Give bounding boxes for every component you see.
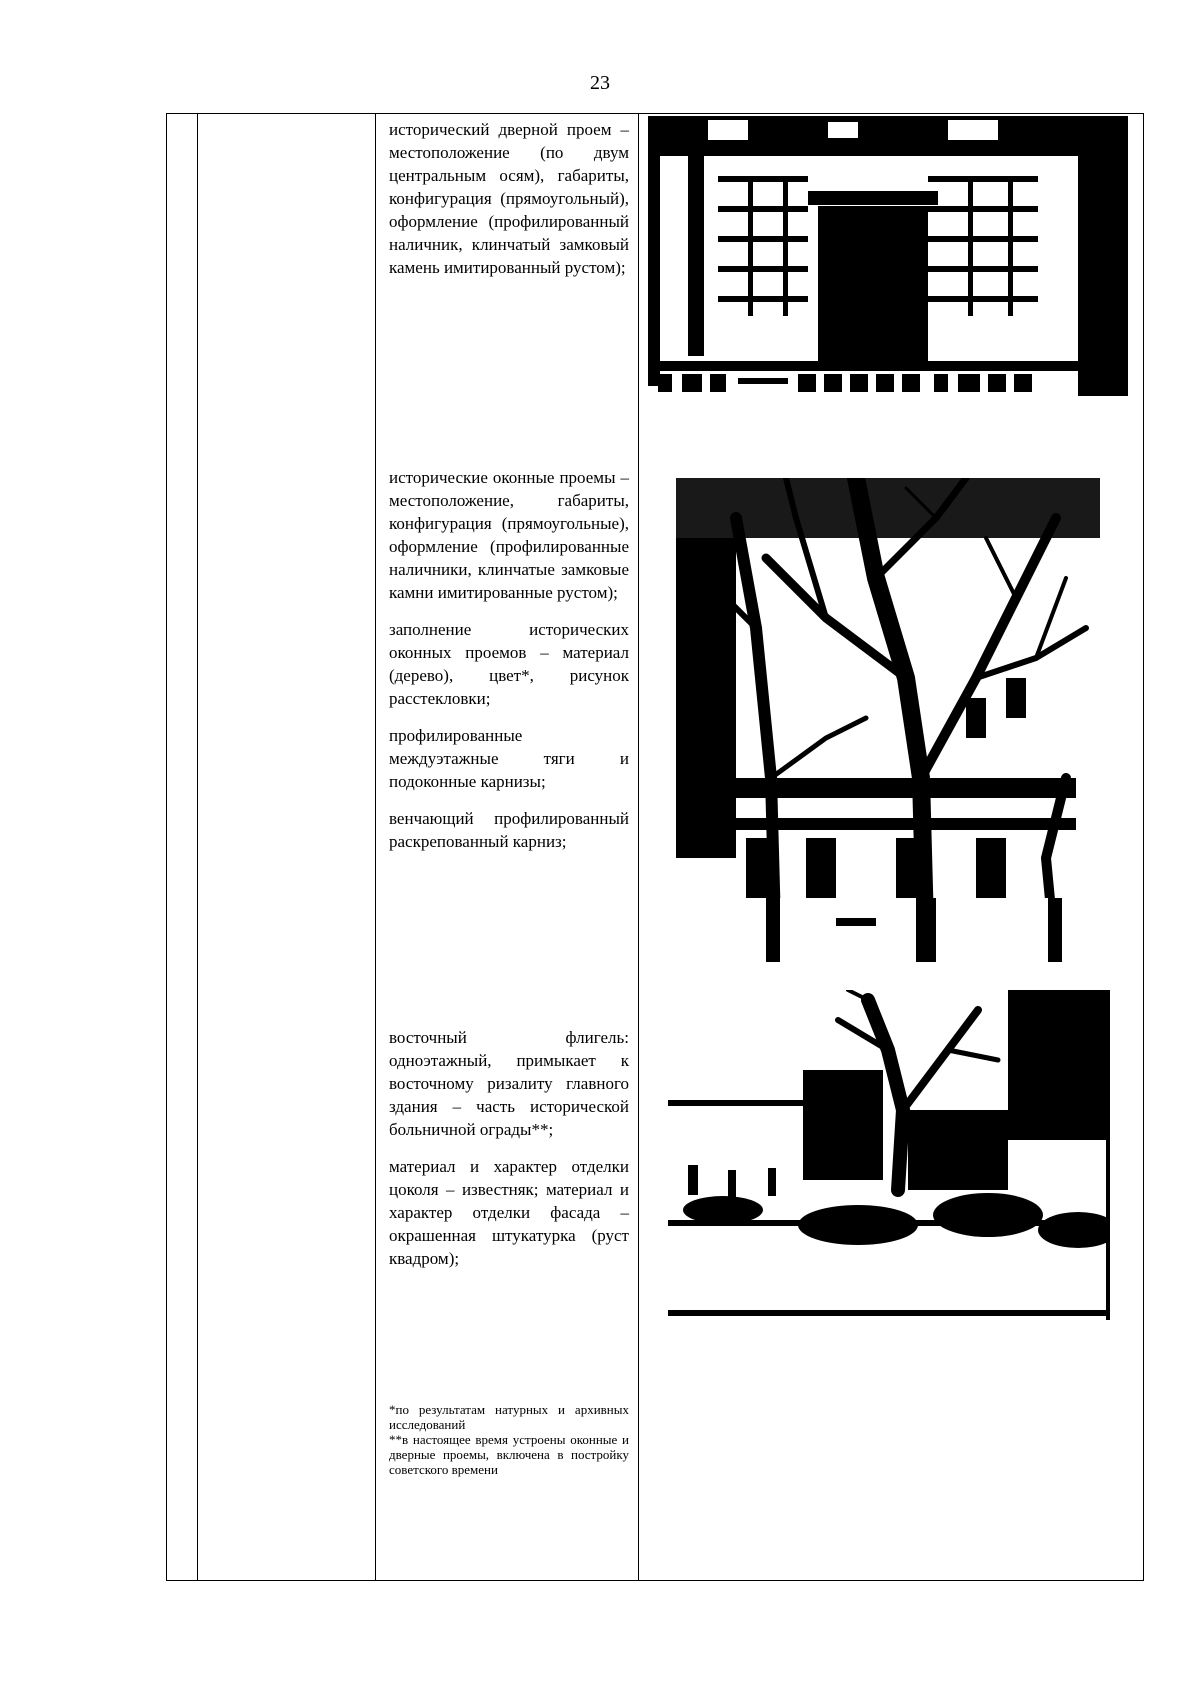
facade-finish-description: материал и характер отделки цоколя – известняк; материал и характер отделки фасада – окрашенная штукатурка (руст квадром);	[389, 1157, 629, 1268]
east-wing-description: восточный флигель: одноэтажный, примыкает к восточному ризалиту главного здания – часть исторической больничной ограды**;	[389, 1028, 629, 1139]
column-divider-2	[375, 114, 376, 1580]
footnotes	[389, 1402, 629, 1477]
window-fill-description: заполнение исторических оконных проемов – материал (дерево), цвет*, рисунок расстекловки;	[389, 620, 629, 708]
column-divider-1	[197, 114, 198, 1580]
crowning-cornice-description: венчающий профилированный раскрепованный карниз;	[389, 809, 629, 851]
text-block-windows	[389, 466, 629, 867]
text-block-east-wing	[389, 1026, 629, 1284]
column-divider-3	[638, 114, 639, 1580]
cornices-description: профилированные междуэтажные тяги и подоконные карнизы;	[389, 726, 629, 791]
footnote-1: *по результатам натурных и архивных исследований	[389, 1402, 629, 1432]
doorway-description: исторический дверной проем – местоположение (по двум центральным осям), габариты, конфигурация (прямоугольный), оформление (профилированный наличник, клинчатый замковый камень имитированный рустом);	[389, 120, 629, 277]
page-number: 23	[590, 72, 610, 94]
doorway-photo	[648, 116, 1128, 398]
windows-photo	[676, 478, 1100, 962]
text-block-doorway	[389, 118, 629, 293]
windows-description: исторические оконные проемы – местоположение, габариты, конфигурация (прямоугольные), оформление (профилированные наличники, клинчатые замковые камни имитированные рустом);	[389, 468, 629, 602]
east-wing-photo	[668, 990, 1110, 1320]
footnote-2: **в настоящее время устроены оконные и дверные проемы, включена в постройку советского времени	[389, 1432, 629, 1477]
